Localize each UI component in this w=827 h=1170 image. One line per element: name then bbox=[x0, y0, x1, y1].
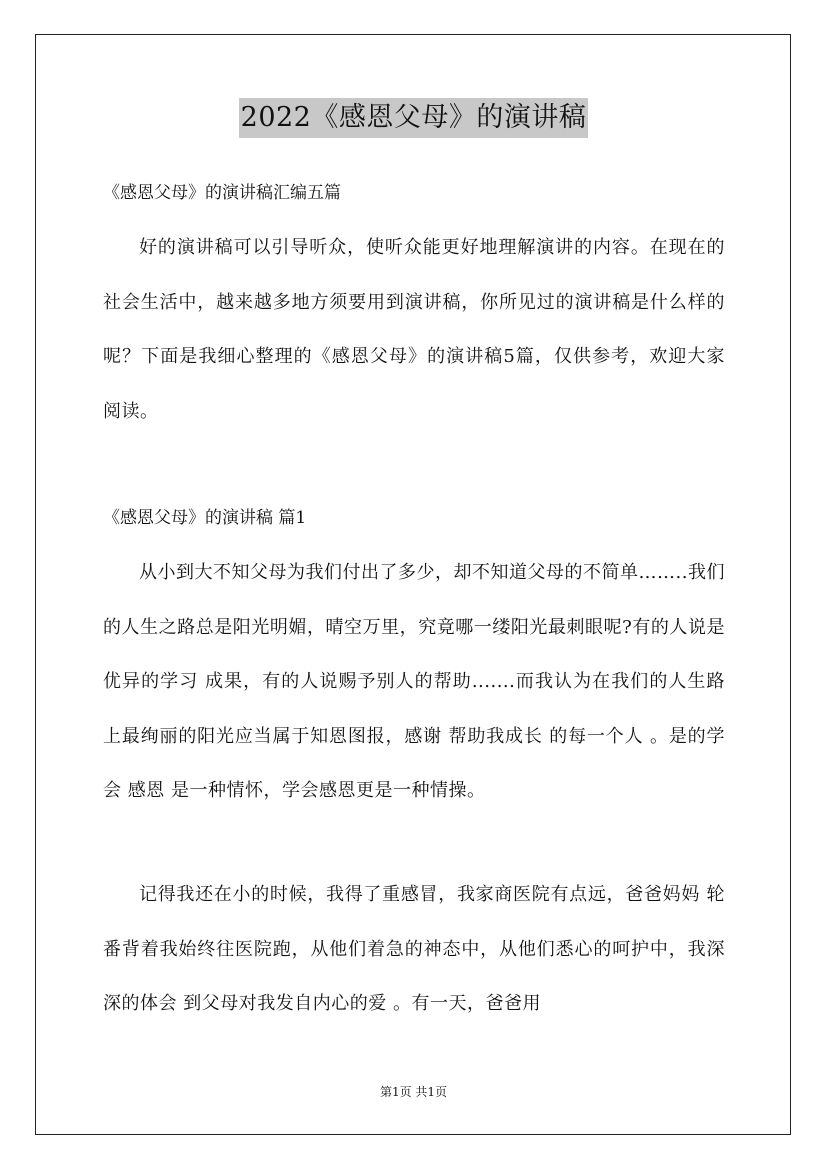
intro-paragraph: 好的演讲稿可以引导听众，使听众能更好地理解演讲的内容。在现在的社会生活中，越来越多地方须要用到演讲稿，你所见过的演讲稿是什么样的呢？下面是我细心整理的《感恩父母》的演讲稿5篇，仅供参考，欢迎大家阅读。 bbox=[103, 237, 725, 422]
document-title: 2022《感恩父母》的演讲稿 bbox=[239, 98, 589, 138]
page-footer: 第1页 共1页 bbox=[379, 1085, 448, 1099]
body-paragraph-1: 从小到大不知父母为我们付出了多少，却不知道父母的不简单……..我们的人生之路总是阳光明媚，晴空万里，究竟哪一缕阳光最刺眼呢?有的人说是优异的学习 成果，有的人说赐予别人的帮助.......而我认为在我们的人生路上最绚丽的阳光应当属于知恩图报，感谢 帮助我成长 的每一个人 。是的学会 感恩 是一种情怀，学会感恩更是一种情操。 bbox=[103, 562, 725, 801]
document-subtitle: 《感恩父母》的演讲稿汇编五篇 bbox=[103, 183, 341, 203]
body-paragraph-2: 记得我还在小的时候，我得了重感冒，我家商医院有点远，爸爸妈妈 轮番背着我始终往医院跑，从他们着急的神态中，从他们悉心的呵护中，我深深的体会 到父母对我发自内心的爱 。有一天，爸爸用 bbox=[103, 884, 725, 1014]
title-container bbox=[0, 98, 827, 138]
section-heading: 《感恩父母》的演讲稿 篇1 bbox=[103, 508, 307, 528]
